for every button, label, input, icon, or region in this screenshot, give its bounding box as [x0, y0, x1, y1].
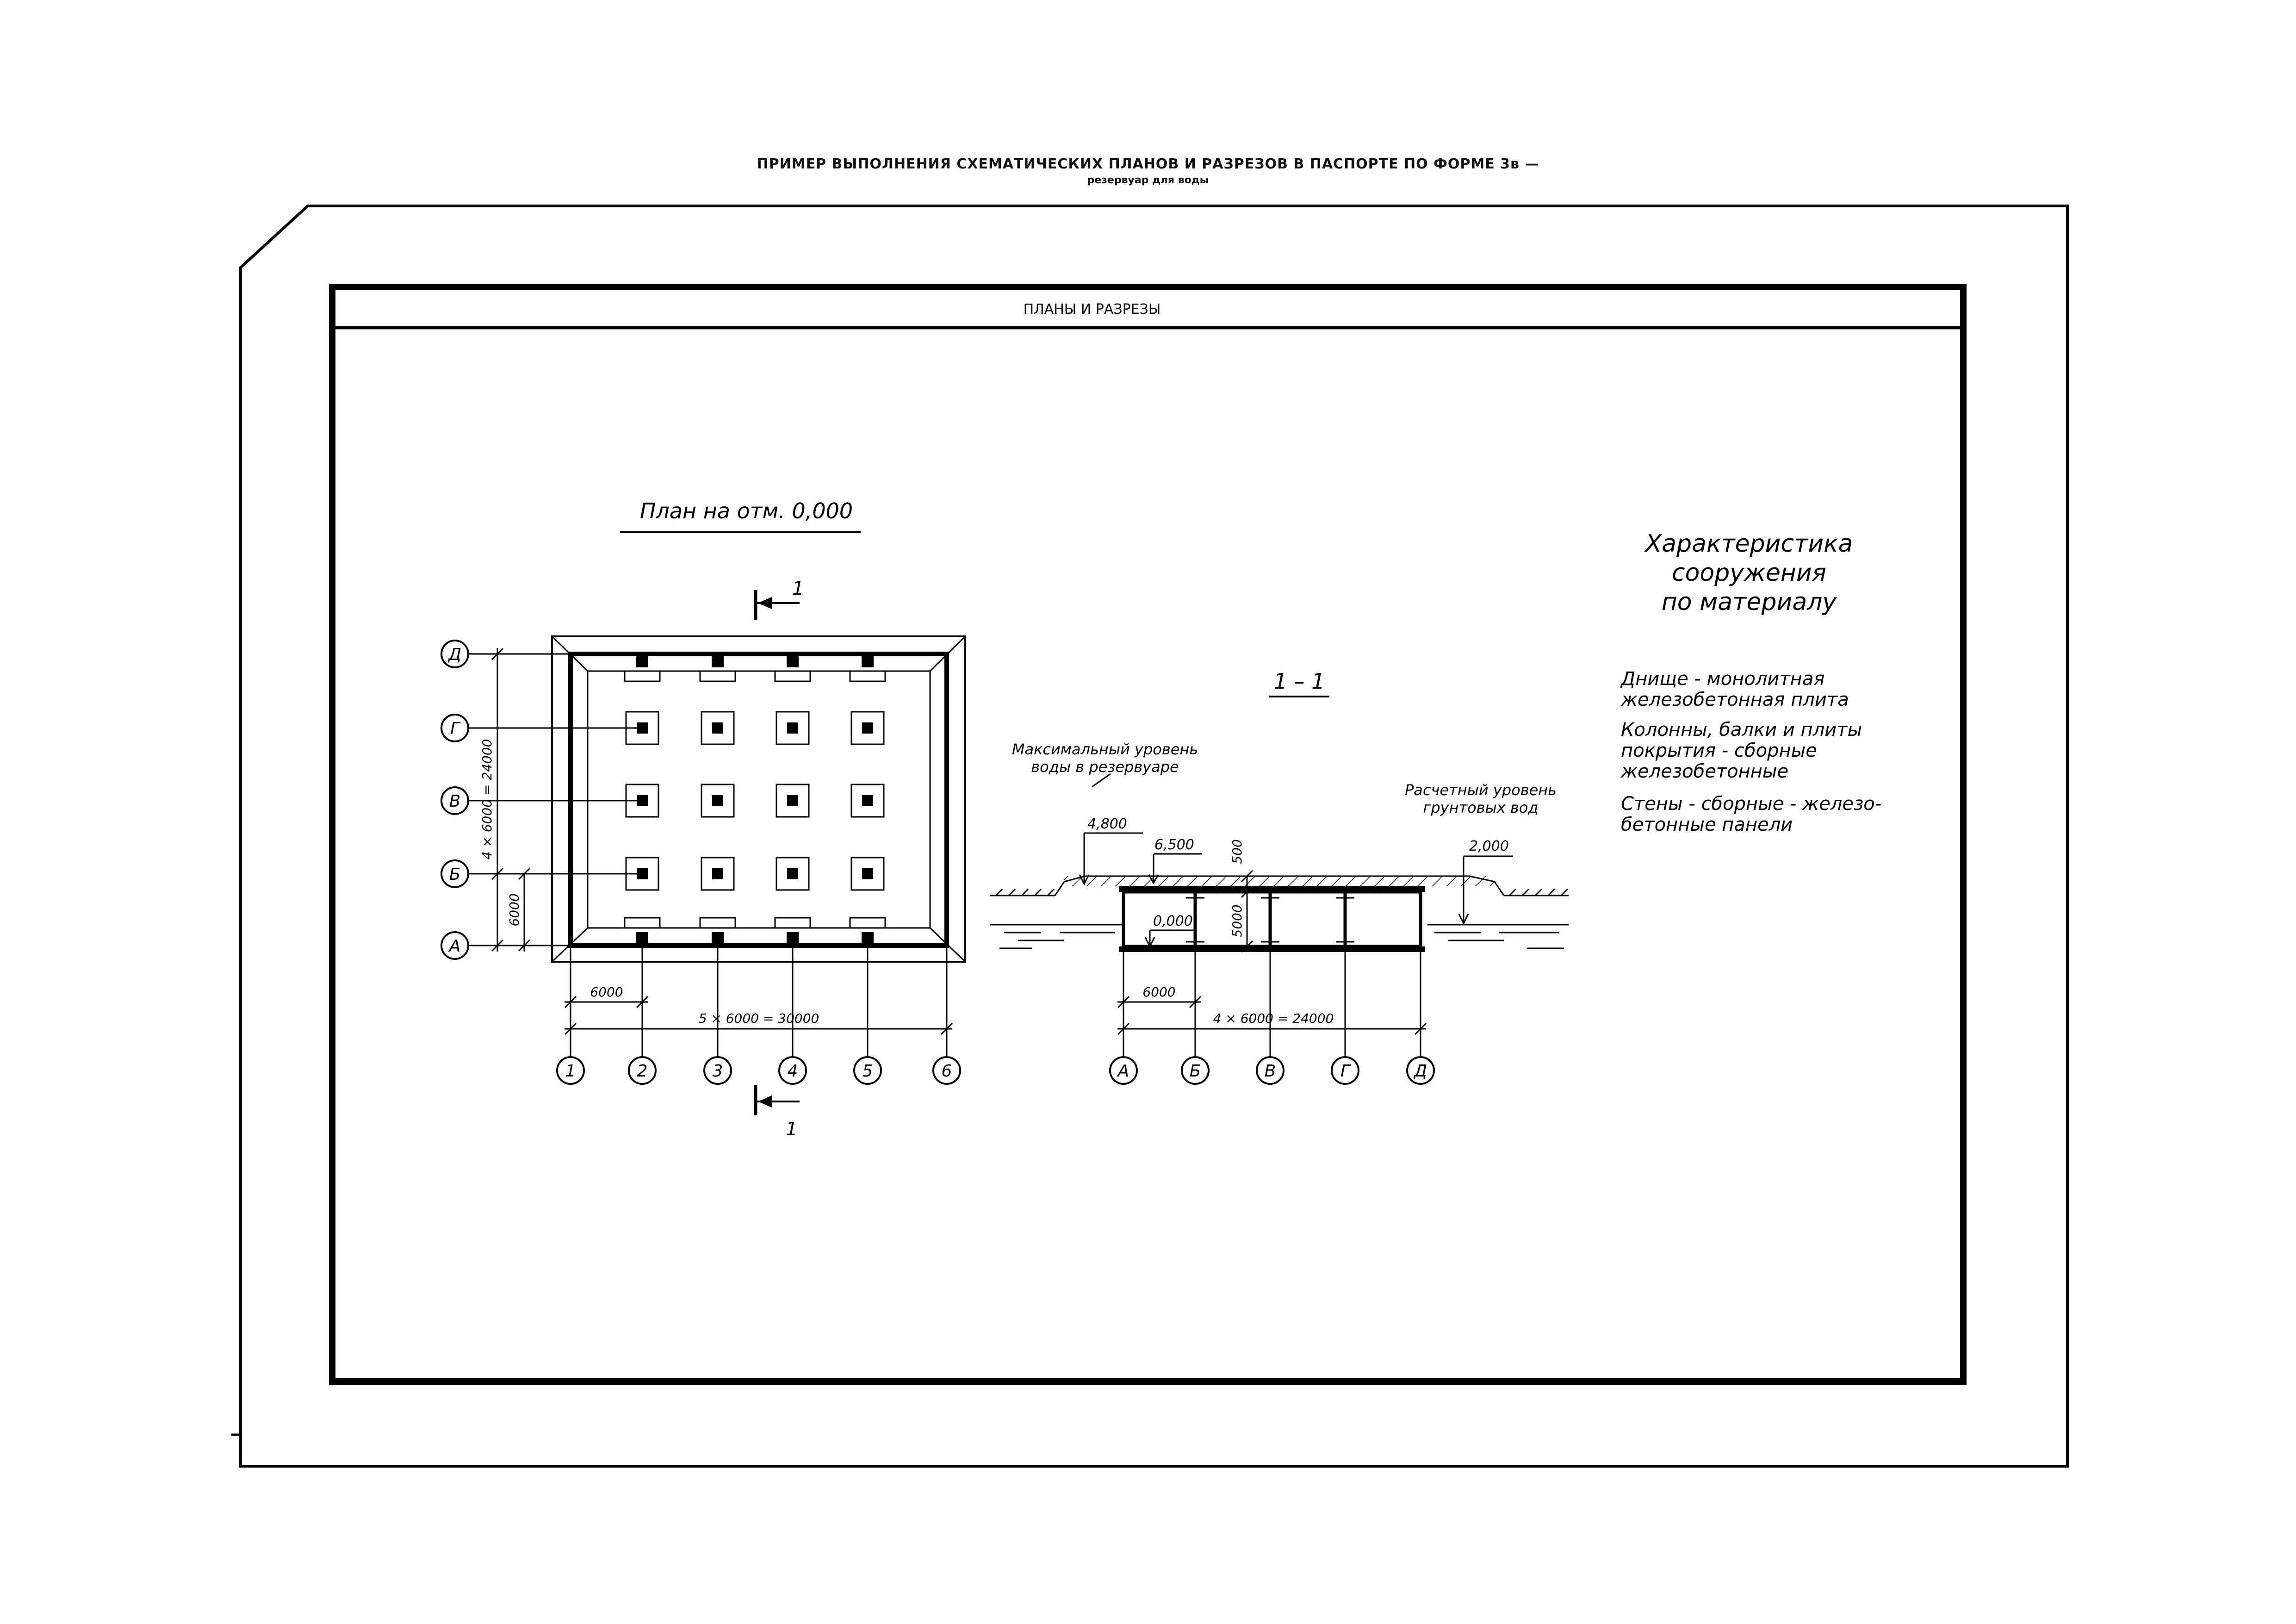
dim-total: 4 × 6000 = 24000 [1213, 1011, 1334, 1026]
document-subtitle: резервуар для воды [1087, 174, 1209, 186]
material-item: железобетонные [1621, 761, 1789, 782]
axis-label: 5 [862, 1062, 873, 1081]
max-water-label: Максимальный уровень [1011, 740, 1198, 758]
elev-max-water [1080, 816, 1143, 884]
ground-water-label: грунтовых вод [1423, 799, 1539, 816]
elev-label: 4,800 [1087, 816, 1127, 832]
plan-vertical-dims [479, 648, 532, 952]
dim-vertical-total: 4 × 6000 = 24000 [479, 739, 495, 860]
characteristics-title: по материалу [1661, 588, 1837, 616]
wall-columns-top [625, 656, 885, 681]
axis-label: Б [449, 865, 461, 884]
axis-label: 3 [712, 1062, 723, 1081]
fill-hatch [1064, 876, 1495, 886]
section-horizontal-dims [1117, 984, 1426, 1034]
axis-label: А [1117, 1062, 1129, 1081]
dim-horizontal-total: 5 × 6000 = 30000 [698, 1011, 819, 1026]
section-mark-bottom [756, 1085, 800, 1140]
material-item: бетонные панели [1621, 814, 1793, 835]
leader-line [1092, 774, 1111, 787]
section-mark-label: 1 [792, 578, 804, 599]
dim-vertical-bay: 6000 [507, 893, 522, 927]
elev-label: 0,000 [1153, 913, 1193, 929]
axis-label: 2 [637, 1062, 648, 1081]
axis-label: Д [1414, 1062, 1427, 1081]
axis-label: Г [1340, 1062, 1350, 1081]
section-title: 1 – 1 [1273, 669, 1325, 694]
sheet-title: ПЛАНЫ И РАЗРЕЗЫ [1023, 301, 1161, 317]
section-columns [1195, 892, 1345, 946]
interior-columns [626, 712, 884, 890]
row-axes [441, 641, 639, 959]
section-view [990, 669, 1569, 1084]
max-water-label: воды в резервуаре [1031, 758, 1179, 776]
form-outline [241, 206, 2067, 1466]
material-item: покрытия - сборные [1621, 740, 1817, 761]
axis-label: 1 [565, 1062, 576, 1081]
plan-title: План на отм. 0,000 [639, 498, 853, 523]
elev-label: 2,000 [1469, 838, 1509, 854]
document-title: ПРИМЕР ВЫПОЛНЕНИЯ СХЕМАТИЧЕСКИХ ПЛАНОВ И РАЗРЕЗОВ В ПАСПОРТЕ ПО ФОРМЕ 3в — [757, 156, 1539, 172]
dim-height: 5000 [1229, 904, 1245, 938]
characteristics [1620, 530, 1881, 835]
axis-label: В [449, 792, 461, 811]
section-mark-top [756, 578, 804, 620]
ground-water-label: Расчетный уровень [1404, 781, 1557, 799]
axis-label: Г [450, 719, 460, 738]
characteristics-title: сооружения [1672, 559, 1826, 587]
plan-view [441, 498, 965, 1140]
section-vertical-dims [1229, 839, 1253, 952]
elev-label: 6,500 [1154, 837, 1194, 853]
ground-water [990, 925, 1569, 948]
dim-horizontal-bay: 6000 [590, 984, 623, 1000]
dim-fill: 500 [1229, 839, 1245, 864]
reservoir-wall [571, 654, 947, 946]
wall-columns-bottom [625, 918, 885, 943]
axis-label: А [449, 937, 461, 956]
axis-label: 6 [941, 1062, 952, 1081]
dim-bay: 6000 [1142, 984, 1176, 1000]
material-item: Колонны, балки и плиты [1621, 719, 1862, 740]
section-mark-label: 1 [786, 1119, 798, 1140]
axis-label: В [1264, 1062, 1276, 1081]
material-item: Днище - монолитная [1621, 668, 1825, 690]
material-item: железобетонная плита [1621, 689, 1849, 710]
axis-label: Б [1189, 1062, 1201, 1081]
material-item: Стены - сборные - железо- [1621, 793, 1882, 815]
plan-horizontal-dims [565, 984, 952, 1034]
axis-label: Д [448, 645, 462, 664]
axis-label: 4 [787, 1062, 798, 1081]
characteristics-title: Характеристика [1645, 530, 1853, 558]
plan-outer-contour [552, 636, 965, 962]
